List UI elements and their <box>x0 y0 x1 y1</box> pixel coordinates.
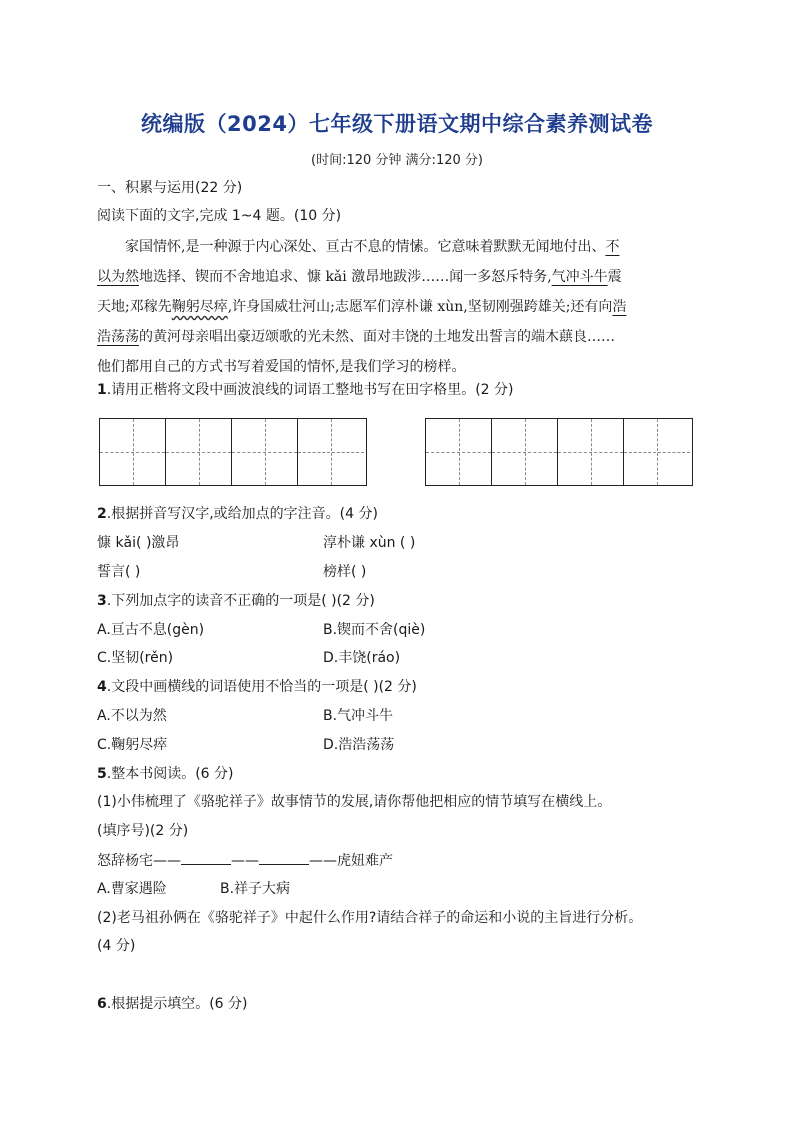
grid-cell[interactable] <box>166 419 232 485</box>
passage-text: 震 <box>607 269 622 285</box>
grid-cell[interactable] <box>624 419 690 485</box>
underlined-word: 以为然 <box>97 269 139 285</box>
passage-text: ,许身国威壮河山;志愿军们淳朴谦 xùn,坚韧刚强跨雄关;还有向 <box>227 299 613 315</box>
grid-cell[interactable] <box>426 419 492 485</box>
q2-item-c: 誓言( ) <box>97 564 141 580</box>
passage-text: 家国情怀,是一种源于内心深处、亘古不息的情愫。它意味着默默无闻地付出、 <box>125 239 606 255</box>
grid-cell[interactable] <box>558 419 624 485</box>
q5-part-1-note: (填序号)(2 分) <box>97 823 189 839</box>
passage-text: 天地;邓稼先 <box>97 299 172 315</box>
question-4: 4.文段中画横线的词语使用不恰当的一项是( )(2 分) <box>97 679 417 695</box>
answer-blank[interactable] <box>181 850 231 865</box>
q2-item-d: 榜样( ) <box>323 564 367 580</box>
grid-cell[interactable] <box>100 419 166 485</box>
wavy-underlined-word: 浩荡荡 <box>97 329 139 345</box>
grid-cell[interactable] <box>298 419 364 485</box>
q5-option-b: B.祥子大病 <box>220 881 291 897</box>
question-3: 3.下列加点字的读音不正确的一项是( )(2 分) <box>97 593 375 609</box>
q4-option-a[interactable]: A.不以为然 <box>97 708 167 724</box>
underlined-word: 气冲斗牛 <box>551 269 608 285</box>
question-5: 5.整本书阅读。(6 分) <box>97 766 234 782</box>
q5-plot-flow: 怒辞杨宅—— —— ——虎妞难产 <box>97 850 393 871</box>
q4-option-d[interactable]: D.浩浩荡荡 <box>323 737 395 753</box>
q5-part-2: (2)老马祖孙俩在《骆驼祥子》中起什么作用?请结合祥子的命运和小说的主旨进行分析。 <box>97 910 643 926</box>
grid-cell[interactable] <box>232 419 298 485</box>
page-title: 统编版（2024）七年级下册语文期中综合素养测试卷 <box>141 112 653 136</box>
q3-option-b[interactable]: B.锲而不舍(qiè) <box>323 622 426 638</box>
q4-option-c[interactable]: C.鞠躬尽瘁 <box>97 737 168 753</box>
q5-part-1: (1)小伟梳理了《骆驼祥子》故事情节的发展,请你帮他把相应的情节填写在横线上。 <box>97 794 612 810</box>
q5-part-2-note: (4 分) <box>97 938 136 954</box>
writing-grid-left[interactable] <box>99 418 367 486</box>
writing-grid-right[interactable] <box>425 418 693 486</box>
q5-option-a: A.曹家遇险 <box>97 881 167 897</box>
q2-item-a: 慷 kǎi( )激昂 <box>97 535 180 551</box>
question-1: 1.请用正楷将文段中画波浪线的词语工整地书写在田字格里。(2 分) <box>97 382 514 398</box>
grid-cell[interactable] <box>492 419 558 485</box>
q4-option-b[interactable]: B.气冲斗牛 <box>323 708 394 724</box>
answer-blank[interactable] <box>259 850 309 865</box>
wavy-underlined-word: 鞠躬尽瘁 <box>171 299 228 315</box>
q3-option-a[interactable]: A.亘古不息(gèn) <box>97 622 205 638</box>
q3-option-c[interactable]: C.坚韧(rěn) <box>97 650 174 666</box>
question-2: 2.根据拼音写汉字,或给加点的字注音。(4 分) <box>97 506 378 522</box>
underlined-word: 不 <box>605 239 620 255</box>
section-heading: 一、积累与运用(22 分) <box>97 180 243 196</box>
q2-item-b: 淳朴谦 xùn ( ) <box>323 535 416 551</box>
passage-text: 他们都用自己的方式书写着爱国的情怀,是我们学习的榜样。 <box>97 359 466 375</box>
exam-time-info: (时间:120 分钟 满分:120 分) <box>311 153 483 168</box>
passage-text: 地选择、锲而不舍地追求、慷 kǎi 激昂地跋涉……闻一多怒斥特务, <box>139 269 552 285</box>
underlined-word: 浩 <box>612 299 627 315</box>
question-6: 6.根据提示填空。(6 分) <box>97 996 248 1012</box>
passage-text: 的黄河母亲唱出豪迈颂歌的光未然、面对丰饶的土地发出誓言的端木蕻良…… <box>139 329 615 345</box>
reading-passage <box>97 237 697 387</box>
q3-option-d[interactable]: D.丰饶(ráo) <box>323 650 401 666</box>
reading-intro: 阅读下面的文字,完成 1~4 题。(10 分) <box>97 208 342 224</box>
